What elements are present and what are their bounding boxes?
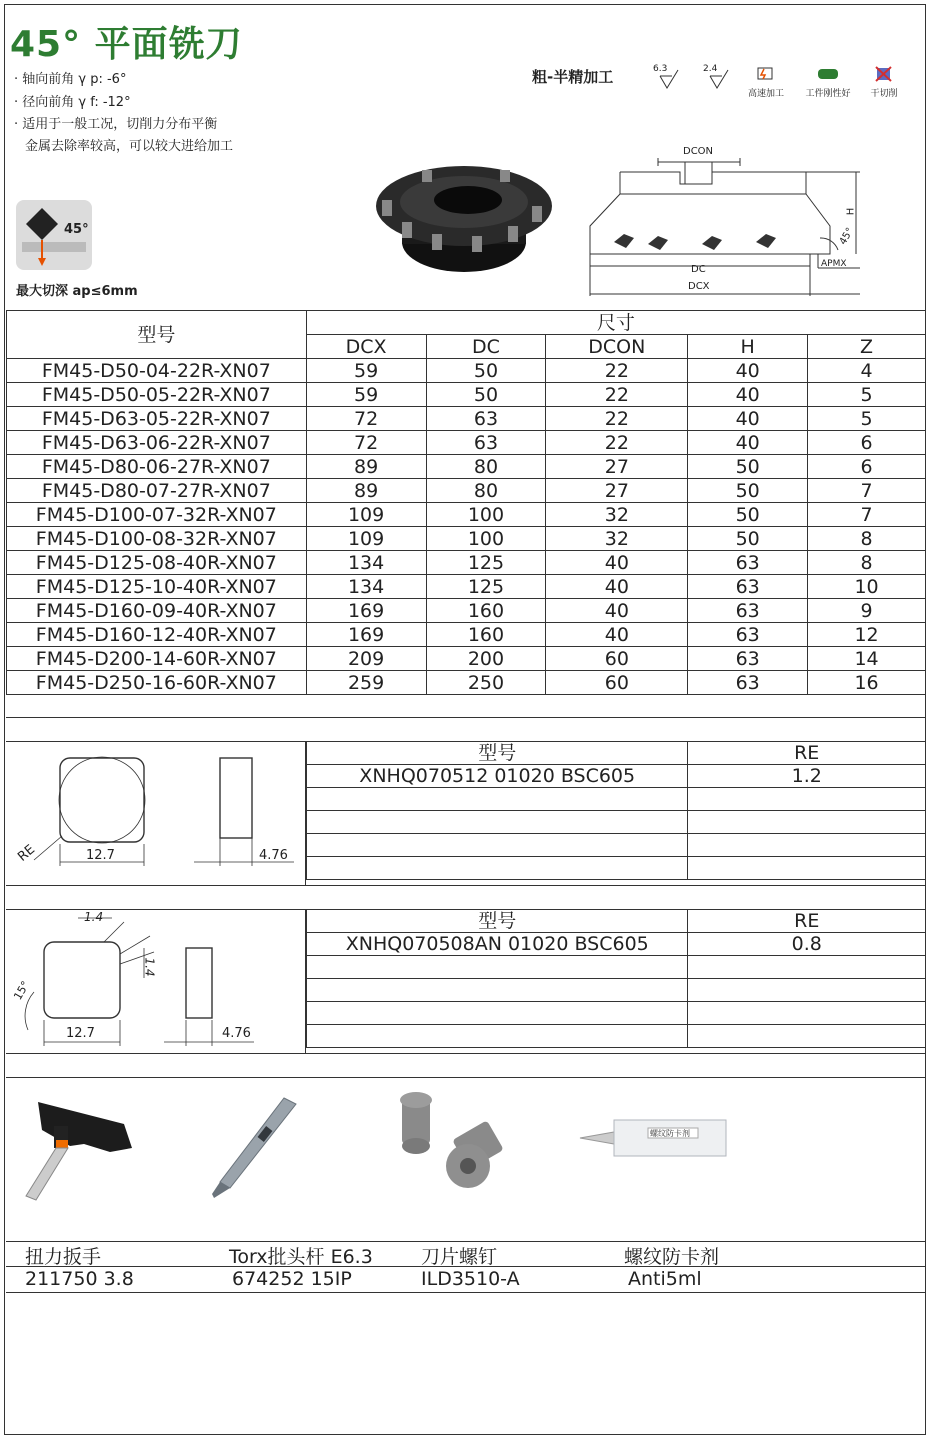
roughness-2-4-icon: 2.4	[702, 64, 732, 94]
value-cell: 32	[546, 527, 688, 551]
value-cell: 63	[688, 647, 808, 671]
dim-angle: 45°	[837, 226, 857, 247]
divider	[6, 1077, 926, 1078]
insert1-side-dim: 12.7	[86, 848, 115, 863]
table-row	[7, 671, 926, 695]
table-row	[7, 647, 926, 671]
roughness-6-3-icon: 6.3	[652, 64, 682, 94]
high-speed-item: 高速加工	[731, 66, 801, 99]
value-cell: 22	[546, 383, 688, 407]
value-cell: 50	[426, 359, 546, 383]
model-header: 型号	[7, 311, 307, 359]
table-row	[7, 479, 926, 503]
value-cell: 160	[426, 599, 546, 623]
dimension-header: 尺寸	[306, 311, 925, 335]
value-cell: 8	[808, 527, 926, 551]
table-row	[7, 575, 926, 599]
value-cell: 63	[688, 623, 808, 647]
value-cell: 100	[426, 527, 546, 551]
value-cell: 7	[808, 503, 926, 527]
acc-code-bit: 674252 15IP	[232, 1268, 352, 1290]
acc-code-screw: ILD3510-A	[421, 1268, 520, 1290]
value-cell: 200	[426, 647, 546, 671]
dim-apmx: APMX	[821, 259, 847, 269]
model-cell: FM45-D50-04-22R-XN07	[7, 359, 307, 383]
value-cell: 109	[306, 503, 426, 527]
angle-badge: 45°	[16, 200, 92, 270]
table-row	[7, 431, 926, 455]
value-cell: 32	[546, 503, 688, 527]
feature-removal-rate: 金属去除率较高，可以较大进给加工	[25, 139, 234, 154]
value-cell: 59	[306, 383, 426, 407]
value-cell: 40	[688, 407, 808, 431]
insert2-thick-dim: 4.76	[222, 1026, 251, 1041]
value-cell: 60	[546, 647, 688, 671]
insert1-re-dim: RE	[15, 842, 39, 865]
value-cell: 72	[306, 407, 426, 431]
value-cell: 6	[808, 455, 926, 479]
col-dcx: DCX	[306, 335, 426, 359]
value-cell: 5	[808, 383, 926, 407]
value-cell: 7	[808, 479, 926, 503]
acc-name-wrench: 扭力扳手	[25, 1246, 102, 1268]
table-row	[7, 551, 926, 575]
insert1-thick-dim: 4.76	[259, 848, 288, 863]
table-row	[7, 503, 926, 527]
value-cell: 80	[426, 455, 546, 479]
value-cell: 63	[426, 407, 546, 431]
value-cell: 63	[426, 431, 546, 455]
insert2-table	[306, 909, 926, 1048]
value-cell: 40	[546, 551, 688, 575]
divider	[6, 885, 926, 886]
col-dc: DC	[426, 335, 546, 359]
value-cell: 134	[306, 575, 426, 599]
col-h: H	[688, 335, 808, 359]
value-cell: 60	[546, 671, 688, 695]
model-cell: FM45-D50-05-22R-XN07	[7, 383, 307, 407]
feature-rake-axial: · 轴向前角 γ p: -6°	[14, 72, 127, 87]
divider	[6, 1053, 926, 1054]
col-dcon: DCON	[546, 335, 688, 359]
value-cell: 50	[688, 479, 808, 503]
value-cell: 72	[306, 431, 426, 455]
value-cell: 169	[306, 599, 426, 623]
model-cell: FM45-D80-06-27R-XN07	[7, 455, 307, 479]
value-cell: 169	[306, 623, 426, 647]
high-speed-icon	[731, 66, 801, 82]
value-cell: 63	[688, 599, 808, 623]
torx-bit-photo	[200, 1092, 310, 1202]
torque-wrench-photo	[14, 1086, 144, 1206]
dry-cut-icon	[849, 66, 919, 82]
value-cell: 40	[688, 359, 808, 383]
insert2-dim-b: 1.4	[142, 957, 157, 977]
insert2-model: XNHQ070508AN 01020 BSC605	[307, 933, 688, 956]
model-cell: FM45-D250-16-60R-XN07	[7, 671, 307, 695]
dry-cut-item: 干切削	[849, 66, 919, 99]
acc-name-screw: 刀片螺钉	[421, 1246, 498, 1268]
insert2-re: 0.8	[688, 933, 926, 956]
col-z: Z	[808, 335, 926, 359]
value-cell: 8	[808, 551, 926, 575]
value-cell: 80	[426, 479, 546, 503]
value-cell: 27	[546, 455, 688, 479]
dim-h: H	[845, 207, 857, 216]
insert2-angle-dim: 15°	[11, 978, 33, 1003]
insert2-re-header: RE	[688, 910, 926, 933]
value-cell: 10	[808, 575, 926, 599]
value-cell: 209	[306, 647, 426, 671]
acc-name-bit: Torx批头杆 E6.3	[229, 1246, 373, 1268]
table-row	[7, 599, 926, 623]
feature-rake-radial: · 径向前角 γ f: -12°	[14, 95, 131, 110]
model-cell: FM45-D160-12-40R-XN07	[7, 623, 307, 647]
value-cell: 22	[546, 407, 688, 431]
value-cell: 160	[426, 623, 546, 647]
dim-dcon: DCON	[683, 146, 714, 157]
table-row	[7, 455, 926, 479]
acc-code-anti-seize: Anti5ml	[628, 1268, 702, 1290]
model-cell: FM45-D200-14-60R-XN07	[7, 647, 307, 671]
model-cell: FM45-D100-07-32R-XN07	[7, 503, 307, 527]
value-cell: 12	[808, 623, 926, 647]
insert2-side-dim: 12.7	[66, 1026, 95, 1041]
page-title: 45° 平面铣刀	[10, 24, 243, 65]
model-cell: FM45-D100-08-32R-XN07	[7, 527, 307, 551]
tube-label: 螺纹防卡剂	[650, 1129, 690, 1138]
dim-dc: DC	[691, 264, 706, 275]
value-cell: 250	[426, 671, 546, 695]
value-cell: 134	[306, 551, 426, 575]
value-cell: 63	[688, 551, 808, 575]
model-cell: FM45-D80-07-27R-XN07	[7, 479, 307, 503]
feature-application: · 适用于一般工况，切削力分布平衡	[14, 117, 218, 132]
divider	[6, 717, 926, 718]
value-cell: 109	[306, 527, 426, 551]
value-cell: 89	[306, 455, 426, 479]
acc-code-wrench: 211750 3.8	[25, 1268, 134, 1290]
value-cell: 259	[306, 671, 426, 695]
table-row	[7, 527, 926, 551]
insert-screw-photo	[390, 1084, 520, 1194]
insert2-model-header: 型号	[307, 910, 688, 933]
value-cell: 50	[426, 383, 546, 407]
insert2-dim-a: 1.4	[84, 910, 104, 924]
value-cell: 100	[426, 503, 546, 527]
value-cell: 59	[306, 359, 426, 383]
value-cell: 6	[808, 431, 926, 455]
table-row	[7, 383, 926, 407]
table-row	[7, 359, 926, 383]
model-cell: FM45-D63-05-22R-XN07	[7, 407, 307, 431]
insert1-model: XNHQ070512 01020 BSC605	[307, 765, 688, 788]
face-mill-photo	[372, 160, 552, 280]
max-depth-label: 最大切深 ap≤6mm	[16, 284, 138, 299]
value-cell: 9	[808, 599, 926, 623]
model-cell: FM45-D160-09-40R-XN07	[7, 599, 307, 623]
value-cell: 50	[688, 527, 808, 551]
insert1-re: 1.2	[688, 765, 926, 788]
value-cell: 63	[688, 575, 808, 599]
acc-name-anti-seize: 螺纹防卡剂	[624, 1246, 720, 1268]
value-cell: 40	[546, 575, 688, 599]
value-cell: 63	[688, 671, 808, 695]
insert1-table	[306, 741, 926, 880]
rigidity-item: 工件刚性好	[793, 66, 863, 99]
value-cell: 14	[808, 647, 926, 671]
value-cell: 4	[808, 359, 926, 383]
divider	[6, 1292, 926, 1293]
machining-label: 粗-半精加工	[532, 68, 614, 86]
value-cell: 40	[688, 383, 808, 407]
value-cell: 22	[546, 359, 688, 383]
table-row	[7, 623, 926, 647]
model-cell: FM45-D125-10-40R-XN07	[7, 575, 307, 599]
insert2-drawing	[14, 912, 304, 1052]
insert1-model-header: 型号	[307, 742, 688, 765]
table-row	[7, 407, 926, 431]
value-cell: 50	[688, 503, 808, 527]
value-cell: 125	[426, 575, 546, 599]
value-cell: 125	[426, 551, 546, 575]
cutter-spec-table	[6, 310, 926, 695]
value-cell: 22	[546, 431, 688, 455]
value-cell: 40	[688, 431, 808, 455]
value-cell: 16	[808, 671, 926, 695]
value-cell: 50	[688, 455, 808, 479]
insert1-re-header: RE	[688, 742, 926, 765]
model-cell: FM45-D125-08-40R-XN07	[7, 551, 307, 575]
value-cell: 40	[546, 599, 688, 623]
value-cell: 40	[546, 623, 688, 647]
dim-dcx: DCX	[688, 281, 710, 292]
value-cell: 27	[546, 479, 688, 503]
value-cell: 89	[306, 479, 426, 503]
value-cell: 5	[808, 407, 926, 431]
cutter-dimension-drawing	[580, 146, 870, 298]
model-cell: FM45-D63-06-22R-XN07	[7, 431, 307, 455]
